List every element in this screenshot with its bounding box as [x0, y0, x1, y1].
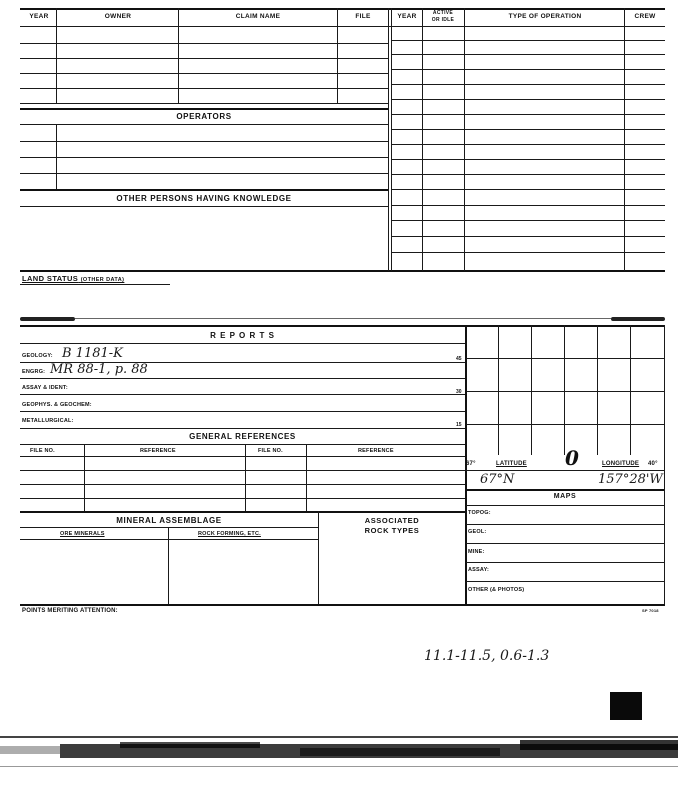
report-engrg-label: ENGRG:: [22, 369, 46, 375]
margin-number-45: 45: [456, 356, 462, 362]
report-geology-value: B 1181-K: [62, 346, 123, 361]
margin-number-15: 15: [456, 422, 462, 428]
report-geology-label: GEOLOGY:: [22, 353, 53, 359]
report-geophys-label: GEOPHYS. & GEOCHEM:: [22, 402, 92, 408]
general-references-heading: GENERAL REFERENCES: [189, 432, 296, 441]
long-suffix: 40°: [648, 461, 658, 467]
scan-noise-strip: [0, 722, 678, 772]
margin-number-30: 30: [456, 389, 462, 395]
land-status-sub: (OTHER DATA): [80, 277, 125, 283]
maps-mine: MINE:: [468, 549, 485, 555]
ref-col-reference-2: REFERENCE: [358, 448, 394, 454]
lat-prefix: 67°: [466, 461, 476, 467]
col-year-2: YEAR: [397, 13, 417, 20]
col-active-1: ACTIVE: [432, 10, 454, 16]
ref-col-file-no-2: FILE NO.: [258, 448, 283, 454]
form-number: SP 7018: [642, 608, 659, 613]
ref-col-file-no-1: FILE NO.: [30, 448, 55, 454]
col-claim-name: CLAIM NAME: [235, 13, 281, 20]
col-owner: OWNER: [104, 13, 132, 20]
longitude-label: LONGITUDE: [602, 461, 640, 467]
maps-topog: TOPOG:: [468, 510, 491, 516]
maps-assay: ASSAY:: [468, 567, 490, 573]
maps-other: OTHER (& PHOTOS): [468, 587, 525, 593]
latitude-label: LATITUDE: [496, 461, 527, 467]
other-persons-heading: OTHER PERSONS HAVING KNOWLEDGE: [116, 194, 292, 203]
report-metallurgical-label: METALLURGICAL:: [22, 418, 74, 424]
maps-geol: GEOL:: [468, 529, 487, 535]
scan-artifact-black-box: [610, 692, 642, 720]
col-crew: CREW: [634, 13, 656, 20]
mineral-assemblage-heading: MINERAL ASSEMBLAGE: [116, 516, 222, 525]
reports-heading: R E P O R T S: [210, 331, 275, 340]
associated-label: ASSOCIATED: [364, 516, 420, 525]
report-assay-label: ASSAY & IDENT:: [22, 385, 68, 391]
longitude-value: 157°28'W: [598, 472, 663, 487]
report-engrg-value: MR 88-1, p. 88: [50, 362, 148, 377]
col-year: YEAR: [29, 13, 49, 20]
ore-minerals-label: ORE MINERALS: [60, 531, 105, 537]
handwritten-note: 11.1-11.5, 0.6-1.3: [424, 648, 550, 664]
latitude-value: 67°N: [480, 472, 515, 487]
col-file: FILE: [355, 13, 371, 20]
maps-heading: MAPS: [553, 493, 577, 500]
col-active-2: OR IDLE: [431, 17, 455, 23]
rock-forming-label: ROCK FORMING, ETC.: [198, 531, 261, 537]
land-status-title: LAND STATUS: [22, 274, 79, 283]
col-type-of-operation: TYPE OF OPERATION: [508, 13, 582, 20]
land-status-label: [22, 274, 124, 283]
operators-heading: OPERATORS: [176, 112, 232, 121]
rock-types-label: ROCK TYPES: [364, 526, 420, 535]
quad-mark: 0: [565, 446, 579, 470]
ref-col-reference-1: REFERENCE: [140, 448, 176, 454]
points-meriting-attention-label: POINTS MERITING ATTENTION:: [22, 608, 118, 614]
